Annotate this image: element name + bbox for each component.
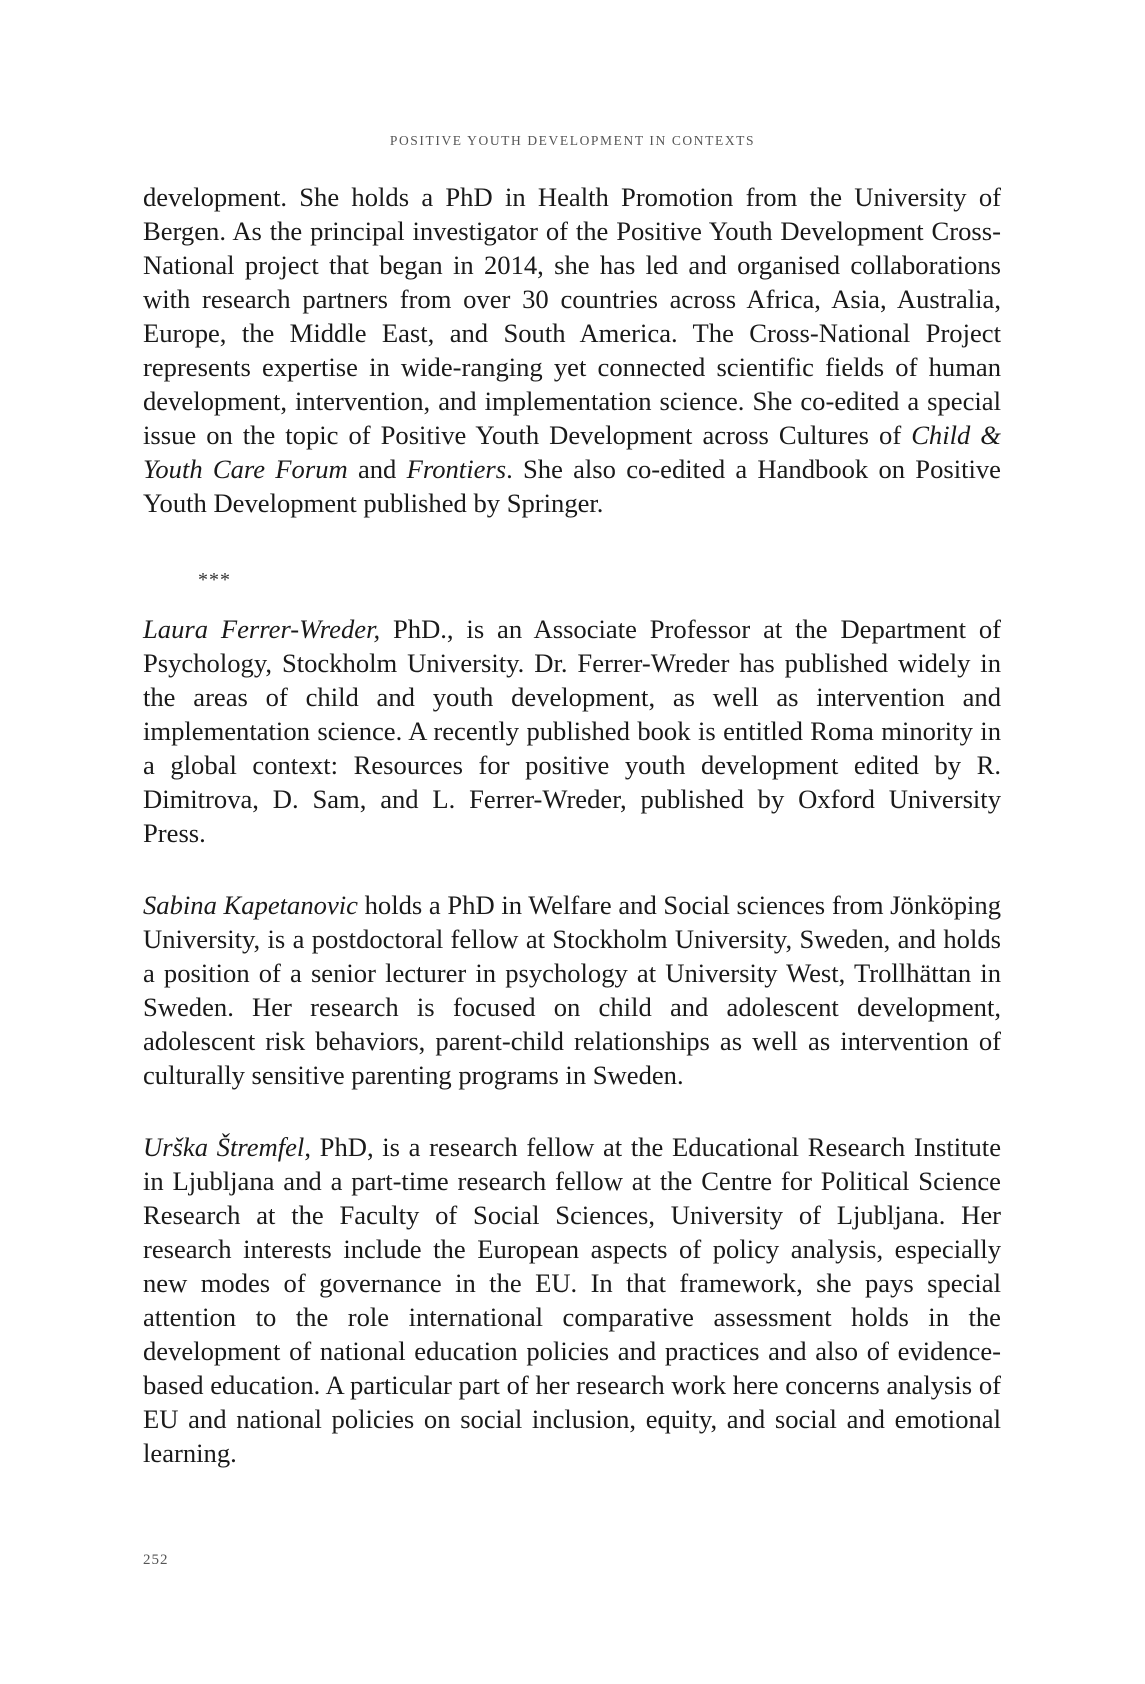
- author-name: Sabina Kapetanovic: [143, 890, 358, 920]
- bio-ferrer-wreder: [143, 612, 1001, 850]
- body-text: [143, 180, 1001, 1470]
- journal-title: Frontiers: [406, 454, 507, 484]
- bio-kapetanovic: [143, 888, 1001, 1092]
- paragraph-bio-continued: [143, 180, 1001, 520]
- author-name: Urška Štremfel: [143, 1132, 305, 1162]
- journal-title: Child & Youth Care Forum: [143, 420, 1001, 484]
- paragraph-text: development. She holds a PhD in Health Promotion from the University of Bergen. As the principal investigator of the Positive Youth Development Cross-National project that began in 2014, she has led and organised collaborations with research partners from over 30 countries across Africa, Asia, Australia, Europe, the Middle East, and South America. The Cross-National Project represents expertise in wide-ranging yet connected scientific fields of human development, intervention, and implementation science. She co-edited a special issue on the topic of Positive Youth Development across Cultures of: [143, 182, 1001, 450]
- page-number: 252: [143, 1552, 169, 1568]
- paragraph-text: . She also co-edited a Handbook on Positive Youth Development published by Springer.: [143, 454, 1001, 518]
- bio-text: , PhD, is a research fellow at the Educational Research Institute in Ljubljana and a part-time research fellow at the Centre for Political Science Research at the Faculty of Social Sciences, University of Ljubljana. Her research interests include the European aspects of policy analysis, especially new modes of governance in the EU. In that framework, she pays special attention to the role international comparative assessment holds in the development of national education policies and practices and also of evidence-based education. A particular part of her research work here concerns analysis of EU and national policies on social inclusion, equity, and social and emotional learning.: [143, 1132, 1001, 1468]
- running-head: POSITIVE YOUTH DEVELOPMENT IN CONTEXTS: [389, 133, 756, 148]
- section-separator: ***: [198, 569, 231, 591]
- bio-text: PhD., is an Associate Professor at the Department of Psychology, Stockholm University. Dr. Ferrer-Wreder has published widely in the areas of child and youth development, as well as intervention and implementation science. A recently published book is entitled Roma minority in a global context: Resources for positive youth development edited by R. Dimitrova, D. Sam, and L. Ferrer-Wreder, published by Oxford University Press.: [143, 614, 1001, 848]
- bio-text: holds a PhD in Welfare and Social sciences from Jönköping University, is a postdoctoral fellow at Stockholm University, Sweden, and holds a position of a senior lecturer in psychology at University West, Trollhättan in Sweden. Her research is focused on child and adolescent development, adolescent risk behaviors, parent-child relationships as well as intervention of culturally sensitive parenting programs in Sweden.: [143, 890, 1001, 1090]
- bio-stremfel: [143, 1130, 1001, 1470]
- paragraph-text: and: [347, 454, 407, 484]
- author-name: Laura Ferrer-Wreder,: [143, 614, 381, 644]
